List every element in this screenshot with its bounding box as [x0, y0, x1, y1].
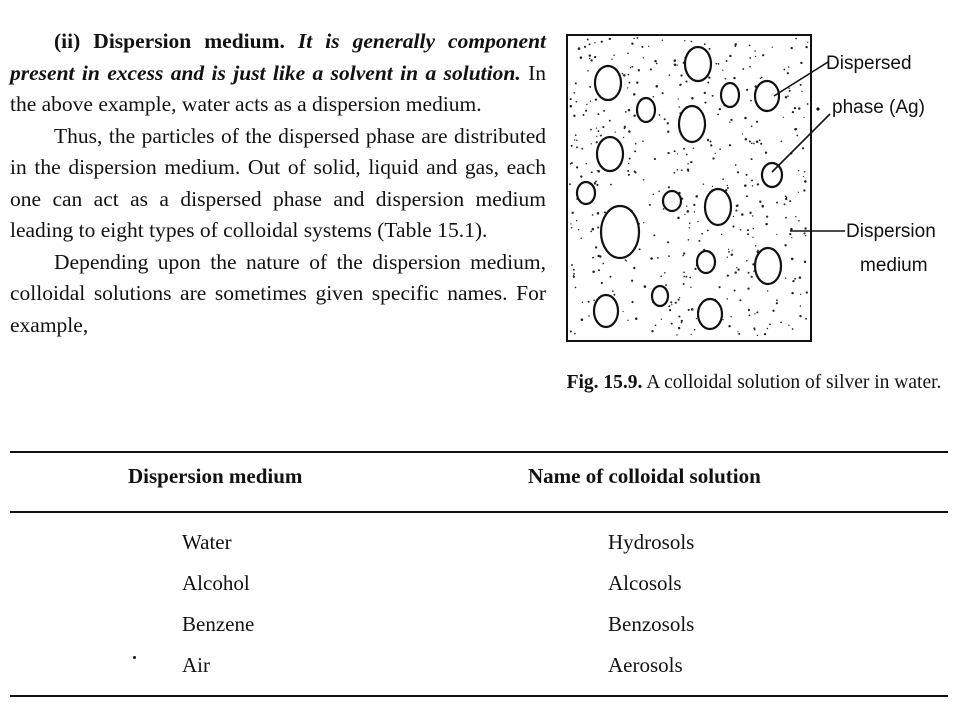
- table-rule-top: [10, 451, 948, 453]
- header-dispersion-medium: Dispersion medium: [128, 464, 303, 488]
- term-definition: It is generally component present in excess and is just like a solvent in a solution.: [10, 29, 546, 85]
- figure-caption: [562, 367, 946, 399]
- label-medium: medium: [860, 255, 928, 276]
- term-example: In the above example, water acts as a dispersion medium.: [10, 60, 547, 116]
- table-cell-name: Benzosols: [608, 612, 695, 636]
- figure-caption-text: A colloidal solution of silver in water.: [646, 372, 942, 393]
- table-cell-medium: Alcohol: [182, 571, 250, 595]
- table-cell-name: Aerosols: [608, 653, 683, 677]
- figure-number: Fig. 15.9.: [566, 372, 643, 393]
- label-dispersion: Dispersion: [846, 221, 936, 242]
- label-dispersed: Dispersed: [826, 53, 912, 74]
- term-heading: Dispersion medium.: [93, 29, 285, 53]
- table-cell-medium: Water: [182, 530, 232, 554]
- table-cell-name: Alcosols: [608, 571, 682, 595]
- label-phase: phase (Ag): [832, 97, 925, 118]
- stray-dot: [816, 107, 819, 110]
- paragraph-distribution: Thus, the particles of the dispersed phase are distributed in the dispersion medium. Out of solid, liquid and gas, each one can act as a dispersed phase and dispersion medium leading to eight types of colloidal systems (Table 15.1).: [10, 123, 546, 242]
- header-colloidal-name: Name of colloidal solution: [528, 464, 761, 488]
- stray-dot: [133, 656, 136, 659]
- leader-line-phase: [772, 114, 830, 172]
- table-rule-bottom: [10, 695, 948, 697]
- table-rule-header: [10, 511, 948, 513]
- section-label: (ii): [54, 29, 81, 53]
- leader-line-dispersed: [774, 62, 828, 96]
- table-cell-name: Hydrosols: [608, 530, 695, 554]
- paragraph-naming: Depending upon the nature of the dispersion medium, colloidal solutions are sometimes given specific names. For example,: [10, 249, 546, 337]
- table-cell-medium: Benzene: [182, 612, 255, 636]
- table-cell-medium: Air: [182, 653, 210, 677]
